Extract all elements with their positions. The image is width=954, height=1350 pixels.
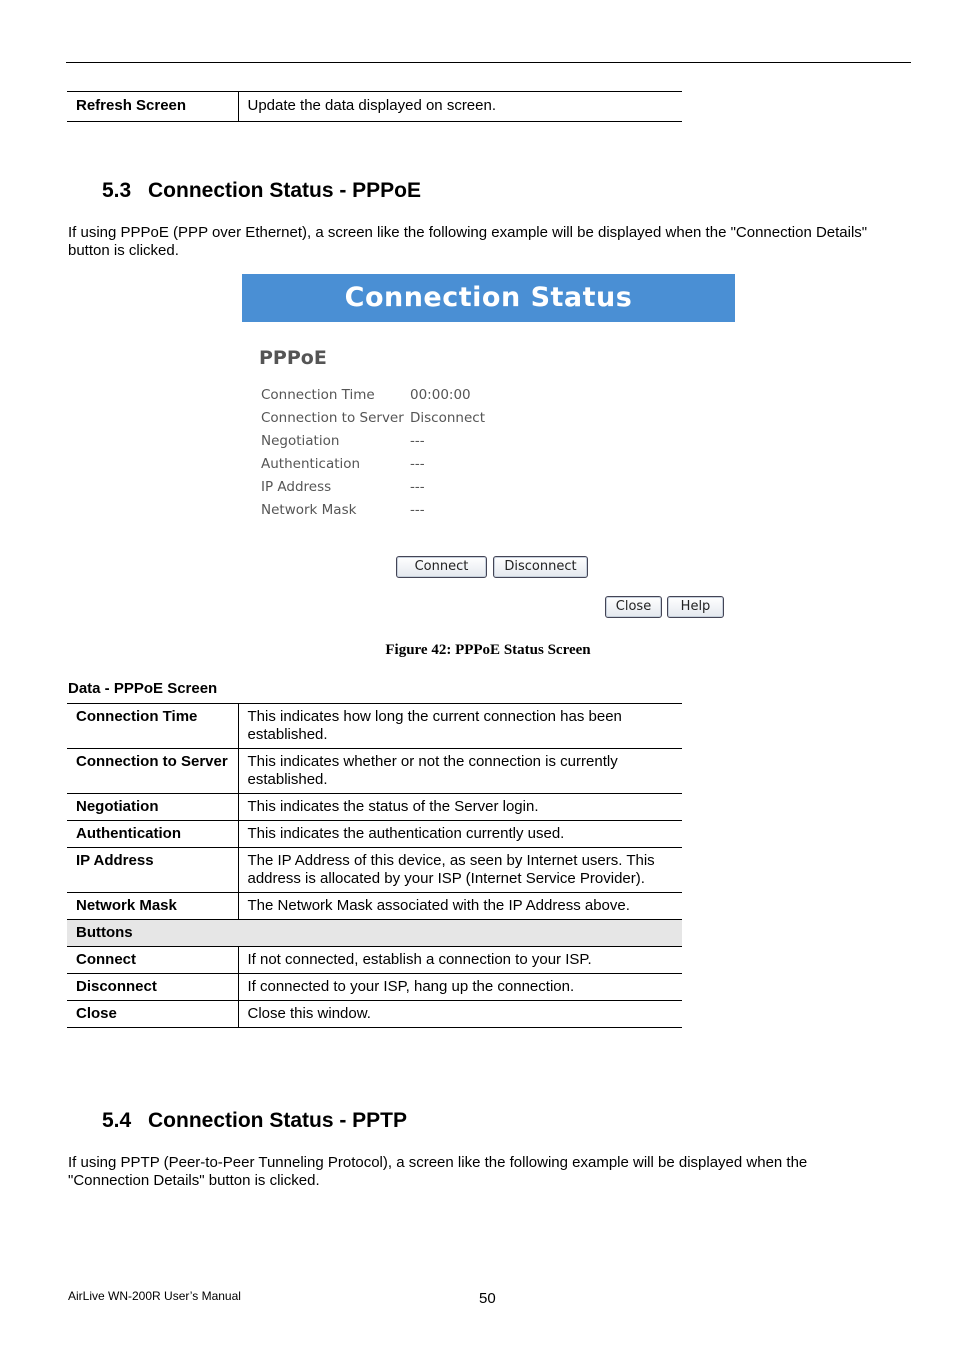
description-cell: Close this window. xyxy=(238,1001,682,1028)
description-cell: This indicates how long the current connection has been established. xyxy=(238,704,682,749)
footer-manual-title: AirLive WN-200R User’s Manual xyxy=(68,1289,241,1303)
status-row xyxy=(261,479,561,502)
table-row xyxy=(67,893,682,920)
status-row xyxy=(261,387,561,410)
figure-caption: Figure 42: PPPoE Status Screen xyxy=(385,642,591,658)
description-cell: This indicates whether or not the connection is currently established. xyxy=(238,749,682,794)
disconnect-button[interactable]: Disconnect xyxy=(493,556,588,578)
status-label: Negotiation xyxy=(261,433,340,449)
screenshot-banner: Connection Status xyxy=(242,274,735,322)
section-number: 5.4 xyxy=(102,1109,132,1132)
term-cell: IP Address xyxy=(67,848,238,893)
connect-button[interactable]: Connect xyxy=(396,556,487,578)
term-cell: Connection to Server xyxy=(67,749,238,794)
section-number: 5.3 xyxy=(102,179,132,202)
description-cell: This indicates the status of the Server login. xyxy=(238,794,682,821)
description-cell: Update the data displayed on screen. xyxy=(238,92,682,122)
section-label: Buttons xyxy=(67,920,682,947)
status-value: --- xyxy=(410,456,425,472)
status-label: IP Address xyxy=(261,479,332,495)
term-cell: Network Mask xyxy=(67,893,238,920)
table-row xyxy=(67,947,682,974)
term-cell: Close xyxy=(67,1001,238,1028)
table-title: Data - PPPoE Screen xyxy=(68,680,218,697)
status-label: Network Mask xyxy=(261,502,357,518)
description-cell: The Network Mask associated with the IP Address above. xyxy=(238,893,682,920)
status-row xyxy=(261,410,561,433)
data-table xyxy=(67,703,682,1028)
status-row xyxy=(261,433,561,456)
status-label: Authentication xyxy=(261,456,361,472)
section-heading xyxy=(102,179,421,203)
description-cell: If connected to your ISP, hang up the connection. xyxy=(238,974,682,1001)
description-cell: This indicates the authentication currently used. xyxy=(238,821,682,848)
header-rule xyxy=(66,62,911,63)
refresh-table xyxy=(67,91,682,122)
page-number: 50 xyxy=(479,1290,496,1307)
table-row xyxy=(67,749,682,794)
table-row xyxy=(67,794,682,821)
description-cell: The IP Address of this device, as seen by Internet users. This address is allocated by your ISP (Internet Service Provider). xyxy=(238,848,682,893)
status-label: Connection Time xyxy=(261,387,375,403)
table-row xyxy=(67,92,682,122)
description-cell: If not connected, establish a connection to your ISP. xyxy=(238,947,682,974)
section-heading xyxy=(102,1109,407,1133)
status-label: Connection to Server xyxy=(261,410,404,426)
connection-status-screenshot xyxy=(242,274,735,626)
close-button[interactable]: Close xyxy=(605,596,662,618)
table-row xyxy=(67,704,682,749)
status-value: --- xyxy=(410,502,425,518)
status-value: --- xyxy=(410,479,425,495)
term-cell: Connection Time xyxy=(67,704,238,749)
table-section-row xyxy=(67,920,682,947)
help-button[interactable]: Help xyxy=(667,596,724,618)
term-cell: Disconnect xyxy=(67,974,238,1001)
status-value: --- xyxy=(410,433,425,449)
status-list xyxy=(261,387,561,525)
table-row xyxy=(67,974,682,1001)
section-paragraph: If using PPPoE (PPP over Ethernet), a screen like the following example will be displayed when the "Connection Details" button is clicked. xyxy=(68,224,868,259)
status-row xyxy=(261,502,561,525)
table-row xyxy=(67,821,682,848)
status-value: 00:00:00 xyxy=(410,387,471,403)
table-row xyxy=(67,848,682,893)
section-paragraph: If using PPTP (Peer-to-Peer Tunneling Protocol), a screen like the following example will be displayed when the "Connection Details" button is clicked. xyxy=(68,1154,808,1189)
section-title: Connection Status - PPTP xyxy=(148,1109,408,1132)
status-row xyxy=(261,456,561,479)
screenshot-subtitle: PPPoE xyxy=(259,347,327,369)
term-cell: Negotiation xyxy=(67,794,238,821)
status-value: Disconnect xyxy=(410,410,485,426)
section-title: Connection Status - PPPoE xyxy=(148,179,422,202)
table-row xyxy=(67,1001,682,1028)
term-cell: Authentication xyxy=(67,821,238,848)
term-cell: Connect xyxy=(67,947,238,974)
term-cell: Refresh Screen xyxy=(67,92,238,122)
